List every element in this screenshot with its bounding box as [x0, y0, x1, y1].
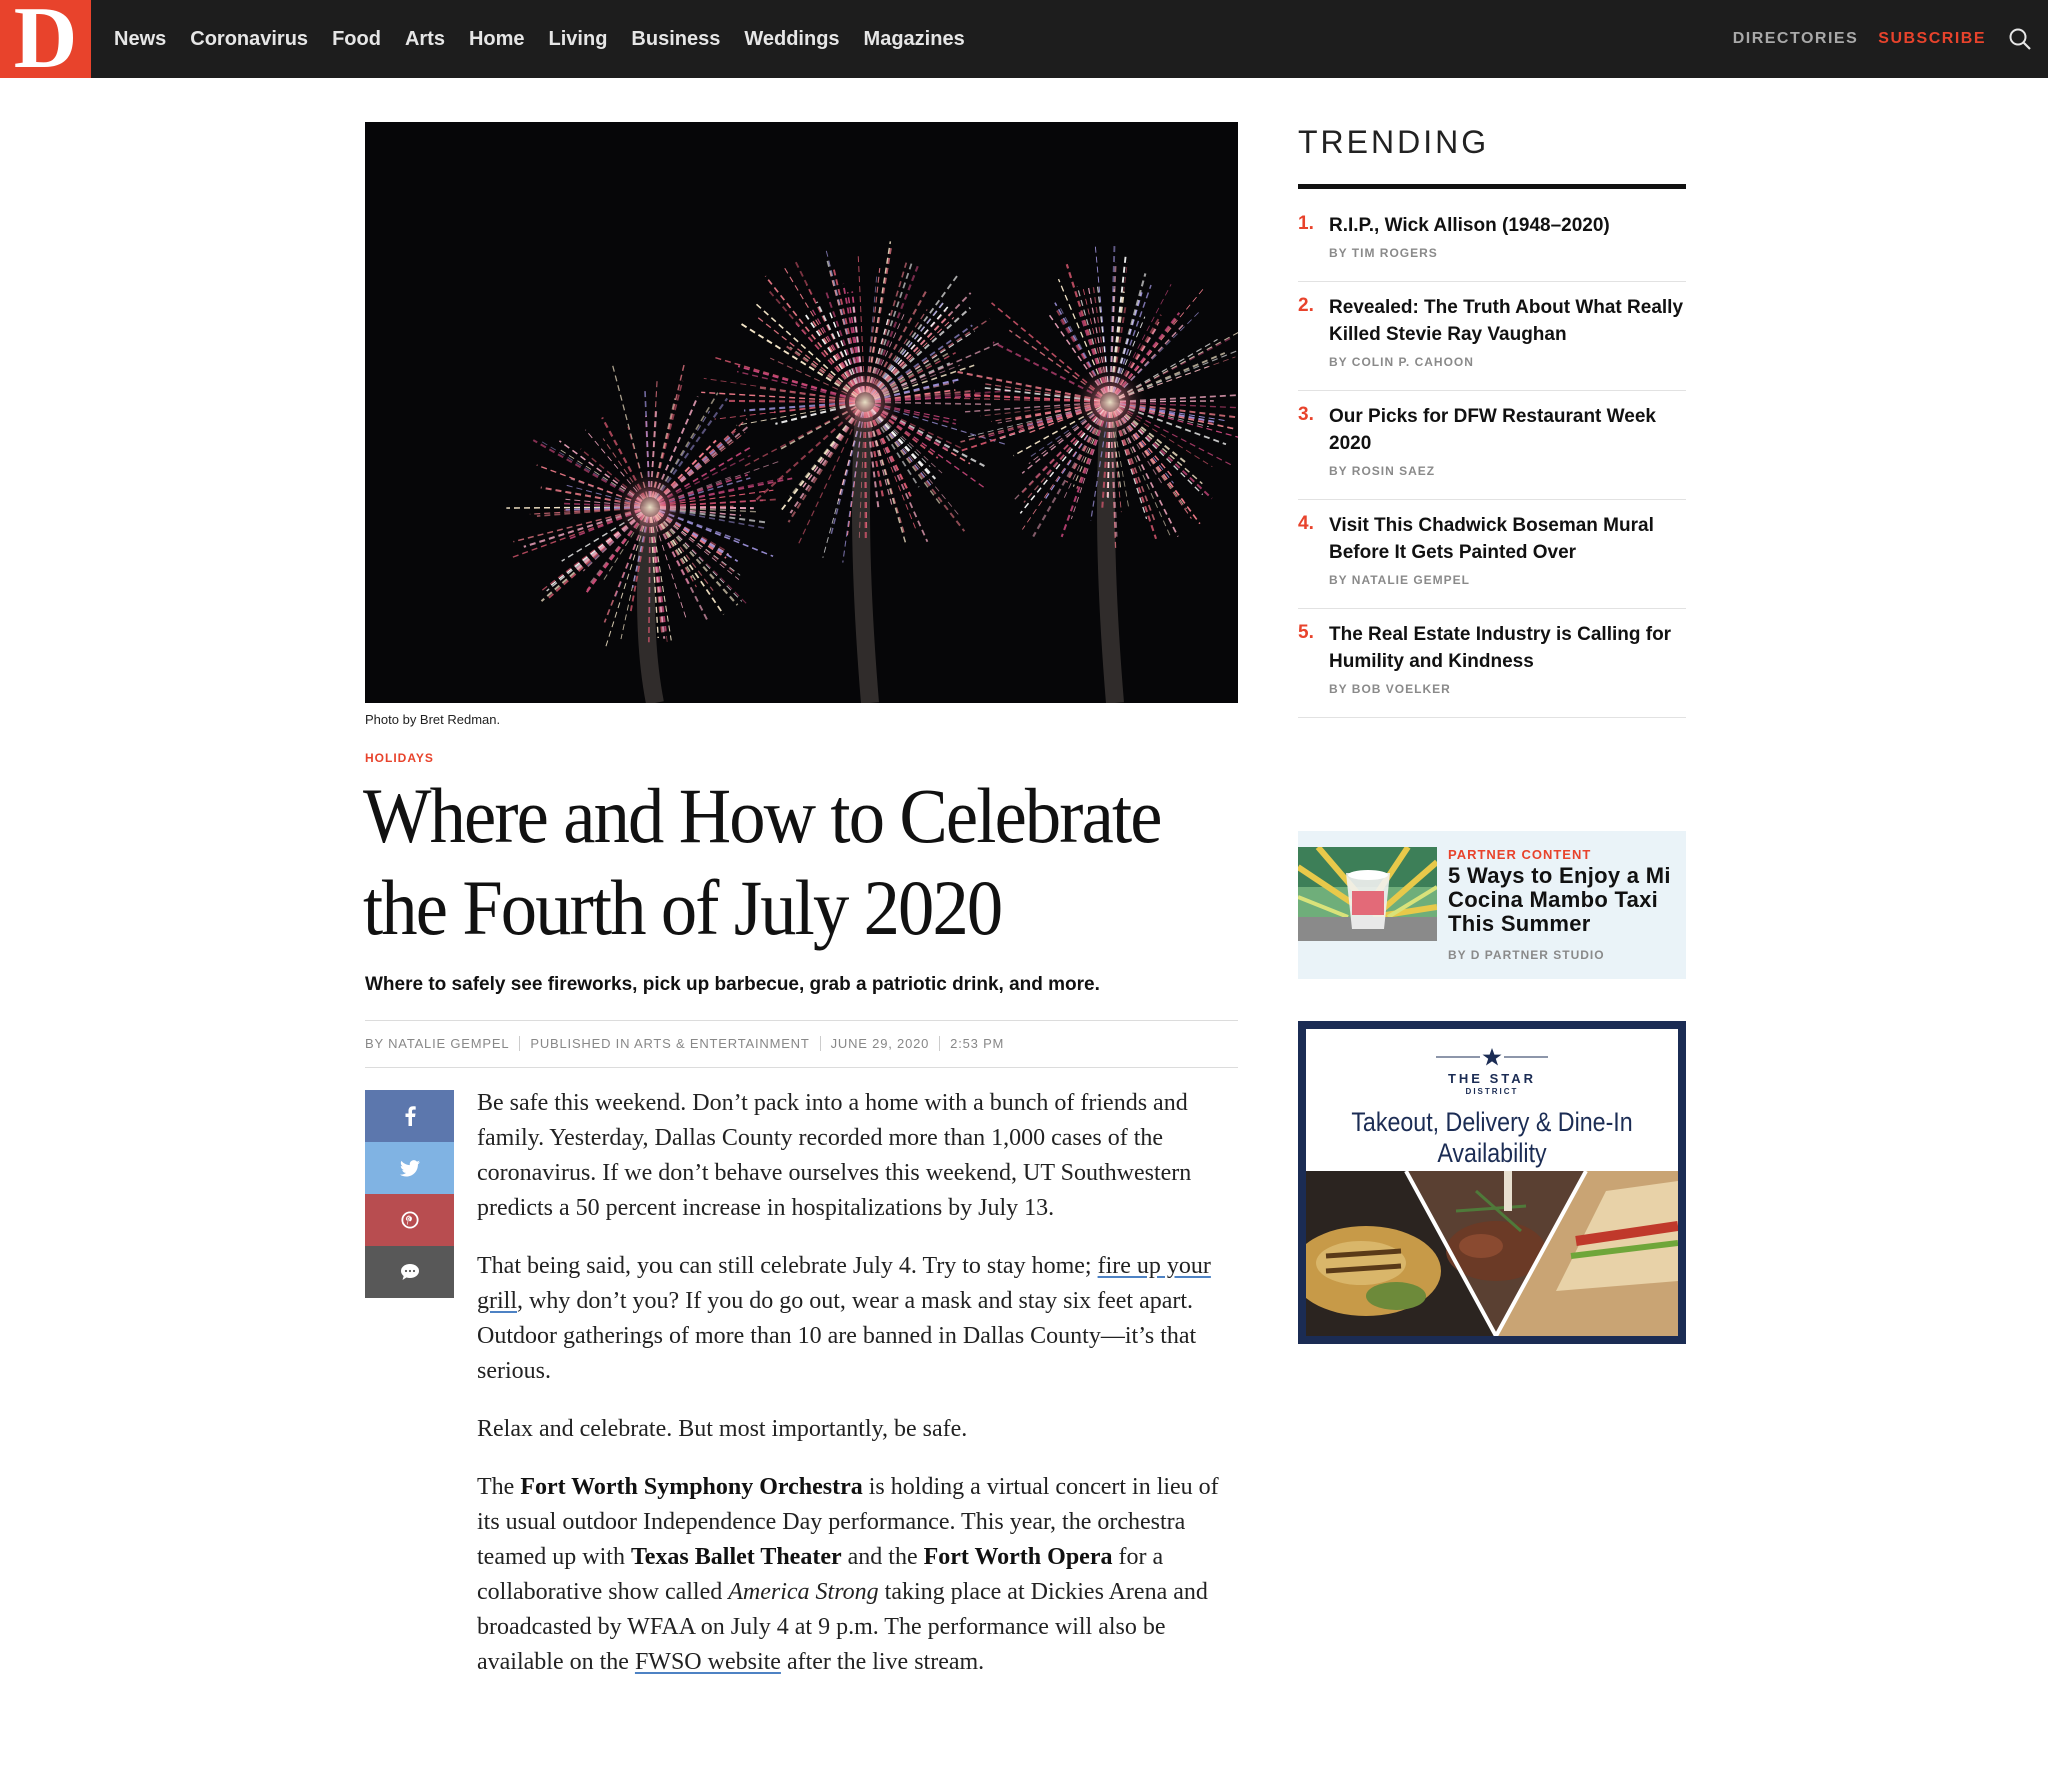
- category-tag[interactable]: HOLIDAYS: [365, 751, 434, 765]
- hero-photo-fireworks: [365, 122, 1238, 703]
- trending-item[interactable]: [1298, 500, 1686, 609]
- advertisement-star-district[interactable]: [1298, 1021, 1686, 1344]
- nav-item-weddings[interactable]: Weddings: [744, 27, 840, 50]
- trending-rank: 1.: [1298, 213, 1314, 234]
- paragraph-text: taking place at Dickies Arena and broadcasted by WFAA on July 4 at 9 p.m. The performance will also be available on the: [477, 1579, 1208, 1675]
- article-byline: [365, 1036, 1004, 1051]
- paragraph-text: and the: [841, 1544, 924, 1570]
- nav-item-living[interactable]: Living: [548, 27, 608, 50]
- trending-heading-bar: [1298, 184, 1686, 189]
- nav-item-food[interactable]: Food: [332, 27, 381, 50]
- paragraph-text: is holding a virtual concert in lieu of its usual outdoor Independence Day performance. This year, the orchestra teamed up with: [477, 1474, 1219, 1570]
- paragraph-text: for a collaborative show called: [477, 1544, 1164, 1605]
- directories-link[interactable]: DIRECTORIES: [1732, 30, 1859, 47]
- nav-item-business[interactable]: Business: [631, 27, 721, 50]
- partner-content-label: PARTNER CONTENT: [1448, 847, 1592, 862]
- ad-food-photo: [1306, 1171, 1678, 1336]
- section-link[interactable]: PUBLISHED IN ARTS & ENTERTAINMENT: [530, 1036, 810, 1051]
- trending-rank: 4.: [1298, 513, 1314, 534]
- italic-show-title: America Strong: [728, 1579, 879, 1605]
- paragraph-text: The: [477, 1474, 521, 1500]
- photo-caption: Photo by Bret Redman.: [365, 712, 501, 727]
- top-nav: [0, 0, 2048, 87]
- facebook-share-button[interactable]: [365, 1090, 454, 1142]
- trending-heading: TRENDING: [1298, 124, 1490, 160]
- publish-date: JUNE 29, 2020: [830, 1036, 930, 1051]
- partner-thumbnail-drink: [1298, 847, 1437, 941]
- divider: [365, 1020, 1238, 1021]
- trending-author: BY ROSIN SAEZ: [1329, 464, 1436, 478]
- trending-item[interactable]: [1298, 391, 1686, 500]
- nav-item-arts[interactable]: Arts: [404, 27, 445, 50]
- paragraph-text: That being said, you can still celebrate July 4. Try to stay home;: [477, 1253, 1098, 1279]
- share-bar: [365, 1090, 454, 1298]
- trending-item[interactable]: [1298, 282, 1686, 391]
- trending-title[interactable]: The Real Estate Industry is Calling for Humility and Kindness: [1329, 624, 1672, 672]
- trending-rank: 3.: [1298, 404, 1314, 425]
- brand-rule: [1436, 1056, 1548, 1058]
- comments-button[interactable]: [365, 1246, 454, 1298]
- facebook-icon: [403, 1106, 417, 1126]
- trending-title[interactable]: R.I.P., Wick Allison (1948–2020): [1329, 215, 1610, 236]
- trending-title[interactable]: Our Picks for DFW Restaurant Week 2020: [1329, 406, 1656, 454]
- trending-rank: 2.: [1298, 295, 1314, 316]
- trending-item[interactable]: [1298, 200, 1686, 282]
- trending-author: BY TIM ROGERS: [1329, 246, 1438, 260]
- trending-title[interactable]: Visit This Chadwick Boseman Mural Before It Gets Painted Over: [1329, 515, 1654, 563]
- d-magazine-logo[interactable]: D: [0, 0, 91, 78]
- trending-author: BY BOB VOELKER: [1329, 682, 1451, 696]
- search-icon[interactable]: [2008, 27, 2032, 51]
- pinterest-share-button[interactable]: [365, 1194, 454, 1246]
- author-link[interactable]: BY NATALIE GEMPEL: [365, 1036, 510, 1051]
- article-body: [477, 1086, 1247, 1703]
- divider: [519, 1036, 520, 1051]
- fire-up-your-grill-link[interactable]: fire up your grill: [477, 1253, 1211, 1314]
- partner-content-card[interactable]: [1298, 831, 1686, 979]
- publish-time: 2:53 PM: [950, 1036, 1005, 1051]
- article-dek: Where to safely see fireworks, pick up barbecue, grab a patriotic drink, and more.: [365, 974, 1100, 995]
- twitter-icon: [400, 1160, 420, 1177]
- partner-content-title[interactable]: 5 Ways to Enjoy a Mi Cocina Mambo Taxi This Summer: [1448, 863, 1671, 936]
- trending-author: BY COLIN P. CAHOON: [1329, 355, 1474, 369]
- trending-list: [1298, 200, 1686, 718]
- nav-item-coronavirus[interactable]: Coronavirus: [190, 27, 309, 50]
- nav-utilities: [1733, 0, 2032, 78]
- body-paragraph: [477, 1249, 1247, 1389]
- section-nav: [114, 0, 989, 78]
- divider: [365, 1067, 1238, 1068]
- nav-item-home[interactable]: Home: [468, 27, 525, 50]
- ad-brand-subname: DISTRICT: [1465, 1087, 1519, 1096]
- fwso-website-link[interactable]: FWSO website: [634, 1649, 781, 1675]
- body-paragraph: [477, 1470, 1247, 1680]
- pinterest-icon: [401, 1211, 419, 1229]
- ad-brand-name: THE STAR: [1447, 1071, 1537, 1086]
- comment-bubble-icon: [400, 1263, 420, 1281]
- trending-item[interactable]: [1298, 609, 1686, 718]
- bold-fort-worth-opera: Fort Worth Opera: [923, 1544, 1113, 1570]
- bold-fort-worth-symphony: Fort Worth Symphony Orchestra: [520, 1474, 863, 1500]
- ad-headline: Takeout, Delivery & Dine-In Availability: [1351, 1107, 1633, 1168]
- subscribe-link[interactable]: SUBSCRIBE: [1878, 30, 1986, 47]
- paragraph-text: , why don’t you? If you do go out, wear a mask and stay six feet apart. Outdoor gatherings of more than 10 are banned in Dallas County—it’s that serious.: [477, 1288, 1197, 1384]
- trending-rank: 5.: [1298, 622, 1314, 643]
- body-paragraph: Be safe this weekend. Don’t pack into a home with a bunch of friends and family. Yesterday, Dallas County recorded more than 1,000 cases of the coronavirus. If we don’t behave ourselves this weekend, UT Southwestern predicts a 50 percent increase in hospitalizations by July 13.: [477, 1090, 1192, 1221]
- partner-content-author: BY D PARTNER STUDIO: [1448, 948, 1605, 962]
- trending-title[interactable]: Revealed: The Truth About What Really Killed Stevie Ray Vaughan: [1329, 297, 1684, 345]
- divider: [820, 1036, 821, 1051]
- nav-item-news[interactable]: News: [114, 27, 167, 50]
- twitter-share-button[interactable]: [365, 1142, 454, 1194]
- nav-item-magazines[interactable]: Magazines: [863, 27, 965, 50]
- bold-texas-ballet-theater: Texas Ballet Theater: [630, 1544, 842, 1570]
- divider: [939, 1036, 940, 1051]
- trending-author: BY NATALIE GEMPEL: [1329, 573, 1471, 587]
- paragraph-text: after the live stream.: [780, 1649, 985, 1675]
- body-paragraph: Relax and celebrate. But most importantly, be safe.: [477, 1416, 968, 1442]
- article-headline: Where and How to Celebrate the Fourth of July 2020: [363, 772, 1161, 951]
